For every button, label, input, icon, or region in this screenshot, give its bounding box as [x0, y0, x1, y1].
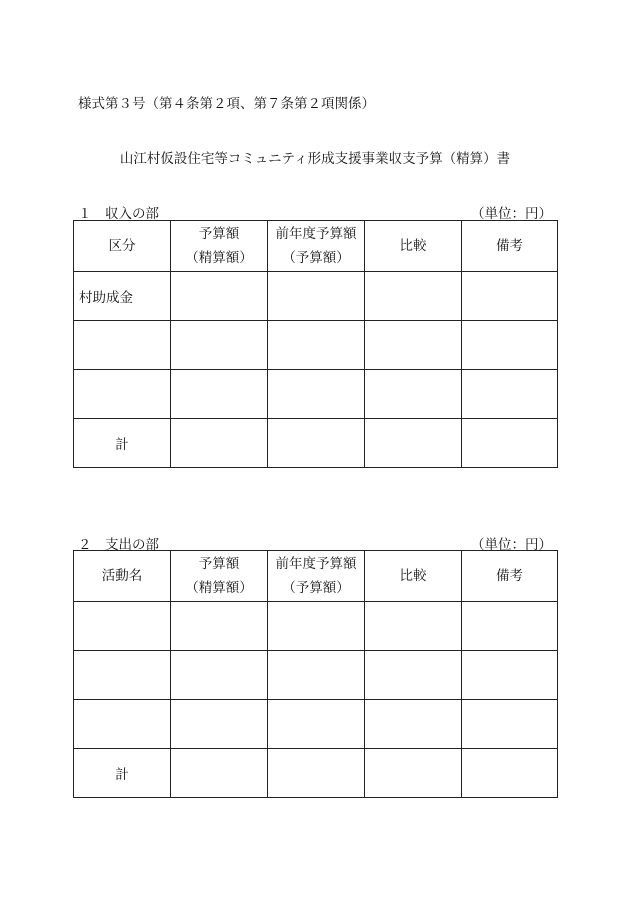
remarks-cell — [462, 419, 558, 468]
comparison-cell — [365, 749, 462, 798]
remarks-cell — [462, 272, 558, 321]
budget-cell — [171, 272, 268, 321]
row-label — [74, 370, 171, 419]
remarks-cell — [462, 321, 558, 370]
prev-budget-cell — [268, 749, 365, 798]
income-section-heading: １ 収入の部 — [78, 206, 159, 222]
row-label — [74, 651, 171, 700]
budget-cell — [171, 419, 268, 468]
prev-budget-cell — [268, 321, 365, 370]
row-label — [74, 602, 171, 651]
remarks-cell — [462, 749, 558, 798]
expense-col-remarks — [462, 551, 558, 602]
income-header-row — [74, 221, 558, 272]
comparison-cell — [365, 321, 462, 370]
prev-budget-cell — [268, 370, 365, 419]
total-label: 計 — [74, 749, 171, 798]
comparison-cell — [365, 700, 462, 749]
table-row — [74, 602, 558, 651]
expense-header-row — [74, 551, 558, 602]
expense-unit-note: （単位：円） — [471, 537, 552, 553]
prev-budget-cell — [268, 602, 365, 651]
comparison-cell — [365, 651, 462, 700]
comparison-cell — [365, 602, 462, 651]
row-label — [74, 700, 171, 749]
total-row — [74, 419, 558, 468]
column-header-line1: 比較 — [399, 238, 427, 254]
income-col-category — [74, 221, 171, 272]
comparison-cell — [365, 272, 462, 321]
table-row — [74, 700, 558, 749]
budget-cell — [171, 602, 268, 651]
income-table — [73, 220, 558, 468]
income-col-comparison — [365, 221, 462, 272]
prev-budget-cell — [268, 419, 365, 468]
column-header-line1: 前年度予算額 — [275, 226, 357, 242]
remarks-cell — [462, 651, 558, 700]
prev-budget-cell — [268, 700, 365, 749]
expense-col-prev-budget — [268, 551, 365, 602]
table-row — [74, 370, 558, 419]
prev-budget-cell — [268, 272, 365, 321]
comparison-cell — [365, 370, 462, 419]
budget-cell — [171, 321, 268, 370]
column-header-line2: （予算額） — [282, 580, 350, 596]
expense-col-comparison — [365, 551, 462, 602]
income-col-prev-budget — [268, 221, 365, 272]
column-header-line1: 備考 — [496, 568, 523, 584]
comparison-cell — [365, 419, 462, 468]
prev-budget-cell — [268, 651, 365, 700]
document-title: 山江村仮設住宅等コミュニティ形成支援事業収支予算（精算）書 — [119, 151, 511, 167]
expense-col-activity — [74, 551, 171, 602]
total-row — [74, 749, 558, 798]
budget-cell — [171, 370, 268, 419]
budget-cell — [171, 749, 268, 798]
expense-section-heading: ２ 支出の部 — [78, 537, 159, 553]
column-header-line2: （予算額） — [282, 250, 350, 266]
table-row — [74, 272, 558, 321]
remarks-cell — [462, 700, 558, 749]
column-header-line1: 予算額 — [198, 226, 240, 242]
column-header-line1: 予算額 — [198, 556, 240, 572]
column-header-line1: 区分 — [108, 238, 136, 254]
row-label — [74, 321, 171, 370]
income-col-budget — [171, 221, 268, 272]
column-header-line1: 備考 — [496, 238, 523, 254]
table-row — [74, 651, 558, 700]
total-label: 計 — [74, 419, 171, 468]
expense-table — [73, 550, 558, 798]
column-header-line1: 活動名 — [101, 568, 143, 584]
table-row — [74, 321, 558, 370]
column-header-line2: （精算額） — [185, 250, 253, 266]
income-col-remarks — [462, 221, 558, 272]
budget-cell — [171, 700, 268, 749]
column-header-line1: 前年度予算額 — [275, 556, 357, 572]
expense-col-budget — [171, 551, 268, 602]
remarks-cell — [462, 370, 558, 419]
budget-cell — [171, 651, 268, 700]
column-header-line2: （精算額） — [185, 580, 253, 596]
column-header-line1: 比較 — [399, 568, 427, 584]
remarks-cell — [462, 602, 558, 651]
row-label: 村助成金 — [74, 272, 171, 321]
income-unit-note: （単位：円） — [471, 206, 552, 222]
form-number: 様式第３号（第４条第２項、第７条第２項関係） — [78, 96, 375, 112]
